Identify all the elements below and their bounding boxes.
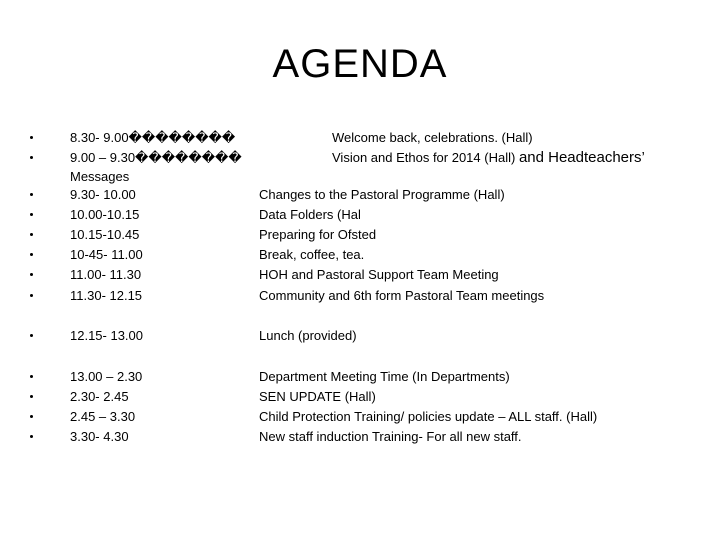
- agenda-description: [332, 148, 645, 168]
- bullet-icon: [30, 273, 33, 276]
- agenda-time: 10.00-10.15: [70, 207, 140, 222]
- agenda-time: 10.15-10.45: [70, 227, 140, 242]
- agenda-time: 8.30- 9.00��������: [70, 130, 236, 145]
- agenda-description: Lunch (provided): [259, 328, 357, 343]
- bullet-icon: [30, 213, 33, 216]
- bullet-icon: [30, 435, 33, 438]
- agenda-time-continuation: Messages: [70, 169, 130, 184]
- agenda-description-tail: and Headteachers’: [518, 149, 645, 166]
- page-title: AGENDA: [272, 42, 448, 86]
- agenda-time: 9.00 – 9.30��������: [70, 150, 242, 165]
- bullet-icon: [30, 415, 33, 418]
- bullet-icon: [30, 136, 33, 139]
- bullet-icon: [30, 375, 33, 378]
- agenda-time: 9.30- 10.00: [70, 187, 136, 202]
- agenda-description: Changes to the Pastoral Programme (Hall): [259, 187, 505, 202]
- agenda-description: Welcome back, celebrations. (Hall): [332, 130, 533, 145]
- agenda-time: 3.30- 4.30: [70, 429, 129, 444]
- bullet-icon: [30, 334, 33, 337]
- agenda-time: 10-45- 11.00: [70, 247, 143, 262]
- agenda-description: HOH and Pastoral Support Team Meeting: [259, 267, 499, 282]
- agenda-time: 2.45 – 3.30: [70, 409, 136, 424]
- bullet-icon: [30, 294, 33, 297]
- agenda-description: Data Folders (Hal: [259, 207, 361, 222]
- agenda-time: 13.00 – 2.30: [70, 369, 143, 384]
- bullet-icon: [30, 156, 33, 159]
- agenda-description: SEN UPDATE (Hall): [259, 389, 376, 404]
- agenda-description: Break, coffee, tea.: [259, 247, 365, 262]
- agenda-description: Community and 6th form Pastoral Team meetings: [259, 288, 545, 303]
- agenda-time: 2.30- 2.45: [70, 389, 129, 404]
- agenda-description: Preparing for Ofsted: [259, 227, 377, 242]
- bullet-icon: [30, 253, 33, 256]
- agenda-time: 12.15- 13.00: [70, 328, 144, 343]
- bullet-icon: [30, 233, 33, 236]
- agenda-time: 11.30- 12.15: [70, 288, 143, 303]
- agenda-time: 11.00- 11.30: [70, 267, 142, 282]
- agenda-description: Child Protection Training/ policies update – ALL staff. (Hall): [259, 409, 598, 424]
- bullet-icon: [30, 395, 33, 398]
- agenda-description-main: Vision and Ethos for 2014 (Hall): [332, 150, 516, 165]
- agenda-description: New staff induction Training- For all new staff.: [259, 429, 522, 444]
- agenda-description: Department Meeting Time (In Departments): [259, 369, 510, 384]
- bullet-icon: [30, 193, 33, 196]
